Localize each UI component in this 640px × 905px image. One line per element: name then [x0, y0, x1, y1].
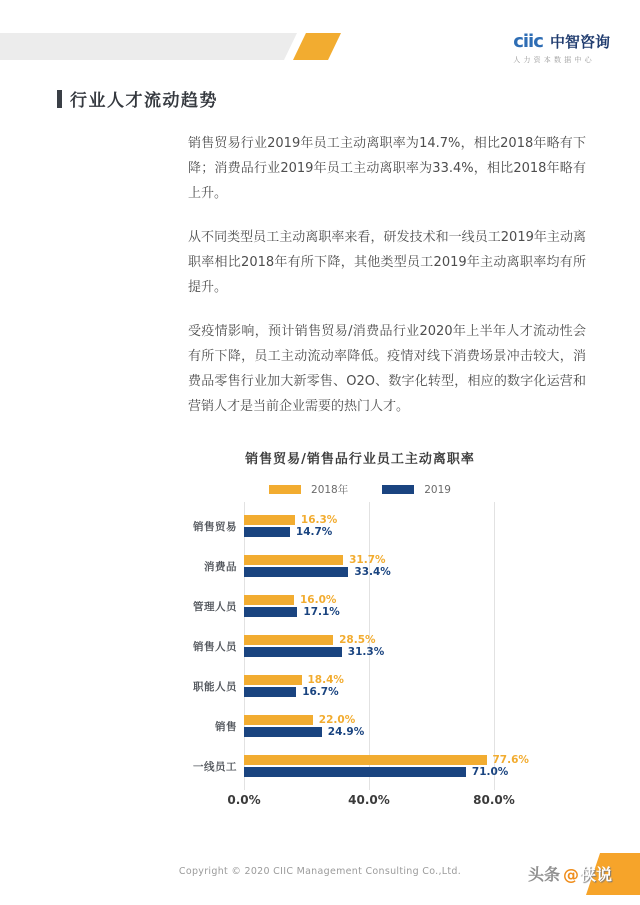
bar-2018年: [244, 715, 313, 725]
logo-tagline: 人力资本数据中心: [513, 56, 595, 64]
article-body: [188, 131, 586, 438]
value-label: 16.3%: [300, 514, 338, 526]
value-label: 71.0%: [471, 766, 509, 778]
legend-swatch-2018: [269, 485, 301, 494]
title-marker-bar: [57, 90, 62, 108]
bar-2019: [244, 767, 466, 777]
chart-rows: [0, 506, 640, 786]
value-label: 24.9%: [327, 726, 365, 738]
legend-label-2019: 2019: [424, 483, 451, 496]
category-label: 销售: [215, 720, 237, 733]
bar-2018年: [244, 635, 333, 645]
category-label: 职能人员: [193, 680, 237, 693]
value-label: 33.4%: [354, 566, 391, 578]
x-axis-label: 0.0%: [227, 793, 261, 807]
bar-group: [244, 555, 391, 577]
bar-2018年: [244, 595, 294, 605]
paragraph: 受疫情影响，预计销售贸易/消费品行业2020年上半年人才流动性会有所下降，员工主动流动率降低。疫情对线下消费场景冲击较大，消费品零售行业加大新零售、O2O、数字化转型，相应的数字化运营和营销人才是当前企业需要的热门人才。: [188, 324, 586, 414]
section-title: [57, 86, 218, 111]
header-stripe-yellow: [293, 33, 341, 60]
category-label: 销售贸易: [193, 520, 237, 533]
x-axis-label: 80.0%: [473, 793, 515, 807]
bar-line: [244, 595, 340, 605]
bar-line: [244, 727, 364, 737]
bar-line: [244, 635, 384, 645]
chart-row: [0, 666, 640, 706]
bar-group: [244, 675, 344, 697]
bar-line: [244, 767, 529, 777]
footer-copyright: Copyright © 2020 CIIC Management Consulting Co.,Ltd.: [178, 866, 462, 877]
value-label: 14.7%: [295, 526, 333, 538]
value-label: 28.5%: [339, 634, 376, 646]
bar-2019: [244, 527, 290, 537]
logo-brand-text: 中智咨询: [549, 33, 610, 51]
watermark: [528, 862, 612, 885]
watermark-at-sign: @: [563, 865, 580, 884]
x-axis: [0, 793, 640, 809]
legend-swatch-2019: [382, 485, 414, 494]
bar-line: [244, 515, 337, 525]
value-label: 16.7%: [302, 686, 339, 698]
bar-2019: [244, 687, 296, 697]
chart-header: [80, 448, 640, 498]
bar-2019: [244, 567, 348, 577]
legend-label-2018: 2018年: [311, 484, 349, 496]
bar-line: [244, 527, 337, 537]
logo-wordmark: [513, 31, 610, 52]
bar-line: [244, 607, 340, 617]
category-label: 销售人员: [193, 640, 237, 653]
watermark-name: 侠说: [580, 865, 613, 884]
watermark-prefix: 头条: [528, 865, 561, 884]
bar-2018年: [244, 675, 302, 685]
value-label: 22.0%: [318, 714, 356, 726]
header-stripe-gray: [0, 33, 297, 60]
chart-legend: [269, 482, 451, 497]
company-logo: [513, 31, 610, 65]
bar-group: [244, 755, 529, 777]
bar-group: [244, 515, 337, 537]
chart-row: [0, 626, 640, 666]
bar-2019: [244, 727, 322, 737]
bar-line: [244, 675, 344, 685]
bar-line: [244, 687, 344, 697]
bar-line: [244, 715, 364, 725]
bar-group: [244, 715, 364, 737]
category-label: 管理人员: [193, 600, 237, 613]
bar-2018年: [244, 555, 343, 565]
chart-row: [0, 506, 640, 546]
category-label: 一线员工: [193, 760, 237, 773]
bar-line: [244, 755, 529, 765]
paragraph: 销售贸易行业2019年员工主动离职率为14.7%，相比2018年略有下降；消费品行业2019年员工主动离职率为33.4%，相比2018年略有上升。: [188, 136, 586, 201]
bar-2018年: [244, 755, 487, 765]
category-label: 消费品: [204, 560, 237, 573]
value-label: 18.4%: [307, 674, 344, 686]
value-label: 31.7%: [349, 554, 386, 566]
bar-2018年: [244, 515, 295, 525]
page-title: 行业人才流动趋势: [70, 91, 218, 111]
bar-line: [244, 567, 391, 577]
chart-title: 销售贸易/销售品行业员工主动离职率: [245, 452, 475, 467]
chart-row: [0, 746, 640, 786]
value-label: 77.6%: [492, 754, 529, 766]
bar-2019: [244, 607, 297, 617]
x-axis-label: 40.0%: [348, 793, 390, 807]
bar-line: [244, 555, 391, 565]
bar-group: [244, 595, 340, 617]
chart-row: [0, 546, 640, 586]
value-label: 17.1%: [303, 606, 340, 618]
chart-row: [0, 586, 640, 626]
value-label: 31.3%: [347, 646, 385, 658]
paragraph: 从不同类型员工主动离职率来看，研发技术和一线员工2019年主动离职率相比2018年有所下降，其他类型员工2019年主动离职率均有所提升。: [188, 230, 586, 295]
bar-group: [244, 635, 384, 657]
bar-2019: [244, 647, 342, 657]
turnover-bar-chart: [0, 502, 640, 790]
logo-ciic-text: ciic: [513, 31, 543, 52]
bar-line: [244, 647, 384, 657]
value-label: 16.0%: [300, 594, 337, 606]
chart-row: [0, 706, 640, 746]
